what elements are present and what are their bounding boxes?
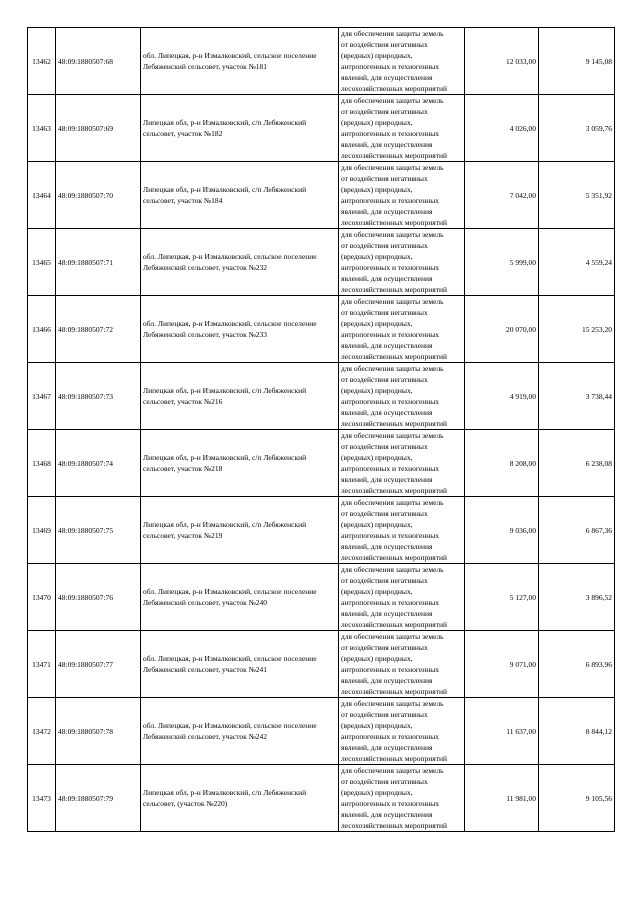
purpose-line: от воздействия негативных — [341, 509, 428, 518]
purpose-line: для обеспечения защиты земель — [341, 297, 444, 306]
purpose-line: от воздействия негативных — [341, 107, 428, 116]
purpose-line: антропогенных и техногенных — [341, 62, 440, 71]
address-cell: Липецкая обл, р-н Измалковский, с/п Лебяженский сельсовет, участок №219 — [141, 497, 339, 564]
purpose-line: для обеспечения защиты земель — [341, 29, 444, 38]
table-row — [28, 564, 615, 631]
purpose-cell — [339, 497, 465, 564]
purpose-line: явлений, для осуществления — [341, 207, 433, 216]
purpose-line: явлений, для осуществления — [341, 609, 433, 618]
purpose-line: от воздействия негативных — [341, 777, 428, 786]
purpose-line: антропогенных и техногенных — [341, 397, 440, 406]
purpose-line: лесохозяйственных мероприятий — [341, 687, 448, 696]
purpose-line: для обеспечения защиты земель — [341, 699, 444, 708]
area-cell: 5 127,00 — [465, 564, 539, 631]
purpose-line: (вредных) природных, — [341, 654, 413, 663]
purpose-cell — [339, 631, 465, 698]
purpose-line: лесохозяйственных мероприятий — [341, 285, 448, 294]
purpose-line: от воздействия негативных — [341, 308, 428, 317]
row-number-cell: 13471 — [28, 631, 56, 698]
purpose-line: от воздействия негативных — [341, 576, 428, 585]
purpose-line: лесохозяйственных мероприятий — [341, 218, 448, 227]
purpose-line: (вредных) природных, — [341, 185, 413, 194]
table-row — [28, 765, 615, 832]
purpose-line: антропогенных и техногенных — [341, 665, 440, 674]
purpose-line: явлений, для осуществления — [341, 542, 433, 551]
purpose-line: лесохозяйственных мероприятий — [341, 553, 448, 562]
purpose-line: антропогенных и техногенных — [341, 799, 440, 808]
purpose-line: лесохозяйственных мероприятий — [341, 419, 448, 428]
area-cell: 4 919,00 — [465, 363, 539, 430]
purpose-line: лесохозяйственных мероприятий — [341, 352, 448, 361]
purpose-line: для обеспечения защиты земель — [341, 230, 444, 239]
row-number-cell: 13462 — [28, 28, 56, 95]
cadastral-value-cell: 15 253,20 — [539, 296, 615, 363]
purpose-line: явлений, для осуществления — [341, 676, 433, 685]
purpose-line: для обеспечения защиты земель — [341, 431, 444, 440]
area-cell: 7 042,00 — [465, 162, 539, 229]
cadastral-number-cell: 48:09:1880507:72 — [56, 296, 141, 363]
purpose-line: для обеспечения защиты земель — [341, 498, 444, 507]
row-number-cell: 13467 — [28, 363, 56, 430]
table-row — [28, 631, 615, 698]
purpose-line: лесохозяйственных мероприятий — [341, 486, 448, 495]
cadastral-number-cell: 48:09:1880507:71 — [56, 229, 141, 296]
land-parcel-table — [27, 27, 615, 832]
address-cell: обл. Липецкая, р-н Измалковский, сельское поселение Лебяженский сельсовет, участок №240 — [141, 564, 339, 631]
purpose-line: от воздействия негативных — [341, 375, 428, 384]
row-number-cell: 13470 — [28, 564, 56, 631]
purpose-line: антропогенных и техногенных — [341, 129, 440, 138]
purpose-line: от воздействия негативных — [341, 710, 428, 719]
address-cell: обл. Липецкая, р-н Измалковский, сельское поселение Лебяженский сельсовет, участок №241 — [141, 631, 339, 698]
row-number-cell: 13463 — [28, 95, 56, 162]
purpose-line: антропогенных и техногенных — [341, 732, 440, 741]
cadastral-number-cell: 48:09:1880507:78 — [56, 698, 141, 765]
purpose-line: для обеспечения защиты земель — [341, 766, 444, 775]
cadastral-value-cell: 3 059,76 — [539, 95, 615, 162]
table-row — [28, 497, 615, 564]
address-cell: Липецкая обл, р-н Измалковский, с/п Лебяженский сельсовет, участок №216 — [141, 363, 339, 430]
table-row — [28, 698, 615, 765]
table-row — [28, 363, 615, 430]
cadastral-value-cell: 3 738,44 — [539, 363, 615, 430]
purpose-line: лесохозяйственных мероприятий — [341, 151, 448, 160]
purpose-line: (вредных) природных, — [341, 118, 413, 127]
purpose-line: для обеспечения защиты земель — [341, 632, 444, 641]
cadastral-number-cell: 48:09:1880507:68 — [56, 28, 141, 95]
purpose-line: для обеспечения защиты земель — [341, 96, 444, 105]
purpose-cell — [339, 162, 465, 229]
purpose-line: (вредных) природных, — [341, 721, 413, 730]
cadastral-number-cell: 48:09:1880507:73 — [56, 363, 141, 430]
purpose-line: антропогенных и техногенных — [341, 263, 440, 272]
cadastral-number-cell: 48:09:1880507:76 — [56, 564, 141, 631]
purpose-line: антропогенных и техногенных — [341, 196, 440, 205]
area-cell: 9 036,00 — [465, 497, 539, 564]
table-row — [28, 296, 615, 363]
row-number-cell: 13469 — [28, 497, 56, 564]
table-body — [28, 28, 615, 832]
purpose-line: лесохозяйственных мероприятий — [341, 754, 448, 763]
purpose-line: (вредных) природных, — [341, 319, 413, 328]
area-cell: 8 208,00 — [465, 430, 539, 497]
purpose-line: (вредных) природных, — [341, 520, 413, 529]
purpose-cell — [339, 698, 465, 765]
address-cell: Липецкая обл, р-н Измалковский, с/п Лебяженский сельсовет, участок №182 — [141, 95, 339, 162]
area-cell: 20 070,00 — [465, 296, 539, 363]
purpose-line: для обеспечения защиты земель — [341, 364, 444, 373]
purpose-line: от воздействия негативных — [341, 241, 428, 250]
purpose-line: (вредных) природных, — [341, 386, 413, 395]
area-cell: 4 026,00 — [465, 95, 539, 162]
cadastral-value-cell: 9 105,56 — [539, 765, 615, 832]
purpose-line: от воздействия негативных — [341, 643, 428, 652]
area-cell: 11 981,00 — [465, 765, 539, 832]
cadastral-value-cell: 6 238,08 — [539, 430, 615, 497]
purpose-cell — [339, 95, 465, 162]
purpose-line: для обеспечения защиты земель — [341, 565, 444, 574]
area-cell: 11 637,00 — [465, 698, 539, 765]
purpose-line: (вредных) природных, — [341, 252, 413, 261]
address-cell: Липецкая обл, р-н Измалковский, с/п Лебяженский сельсовет, участок №184 — [141, 162, 339, 229]
cadastral-number-cell: 48:09:1880507:69 — [56, 95, 141, 162]
purpose-line: (вредных) природных, — [341, 51, 413, 60]
row-number-cell: 13468 — [28, 430, 56, 497]
row-number-cell: 13466 — [28, 296, 56, 363]
row-number-cell: 13472 — [28, 698, 56, 765]
address-cell: обл. Липецкая, р-н Измалковский, сельское поселение Лебяженский сельсовет, участок №232 — [141, 229, 339, 296]
table-row — [28, 430, 615, 497]
row-number-cell: 13465 — [28, 229, 56, 296]
purpose-line: лесохозяйственных мероприятий — [341, 84, 448, 93]
purpose-line: явлений, для осуществления — [341, 140, 433, 149]
table-row — [28, 28, 615, 95]
table-row — [28, 229, 615, 296]
purpose-cell — [339, 765, 465, 832]
purpose-line: (вредных) природных, — [341, 453, 413, 462]
purpose-line: (вредных) природных, — [341, 587, 413, 596]
cadastral-number-cell: 48:09:1880507:77 — [56, 631, 141, 698]
purpose-cell — [339, 229, 465, 296]
purpose-line: явлений, для осуществления — [341, 743, 433, 752]
area-cell: 9 071,00 — [465, 631, 539, 698]
table-row — [28, 95, 615, 162]
purpose-line: антропогенных и техногенных — [341, 598, 440, 607]
purpose-line: от воздействия негативных — [341, 40, 428, 49]
cadastral-value-cell: 6 893,96 — [539, 631, 615, 698]
purpose-line: явлений, для осуществления — [341, 810, 433, 819]
purpose-line: антропогенных и техногенных — [341, 464, 440, 473]
area-cell: 12 033,00 — [465, 28, 539, 95]
row-number-cell: 13473 — [28, 765, 56, 832]
purpose-cell — [339, 564, 465, 631]
purpose-cell — [339, 363, 465, 430]
purpose-line: антропогенных и техногенных — [341, 531, 440, 540]
cadastral-value-cell: 8 844,12 — [539, 698, 615, 765]
address-cell: обл. Липецкая, р-н Измалковский, сельское поселение Лебяженский сельсовет, участок №181 — [141, 28, 339, 95]
cadastral-value-cell: 5 351,92 — [539, 162, 615, 229]
cadastral-value-cell: 9 145,08 — [539, 28, 615, 95]
purpose-line: явлений, для осуществления — [341, 341, 433, 350]
purpose-line: лесохозяйственных мероприятий — [341, 821, 448, 830]
purpose-line: для обеспечения защиты земель — [341, 163, 444, 172]
purpose-line: (вредных) природных, — [341, 788, 413, 797]
cadastral-number-cell: 48:09:1880507:74 — [56, 430, 141, 497]
row-number-cell: 13464 — [28, 162, 56, 229]
address-cell: Липецкая обл, р-н Измалковский, с/п Лебяженский сельсовет, (участок №220) — [141, 765, 339, 832]
address-cell: обл. Липецкая, р-н Измалковский, сельское поселение Лебяженский сельсовет, участок №233 — [141, 296, 339, 363]
purpose-line: от воздействия негативных — [341, 442, 428, 451]
cadastral-value-cell: 6 867,36 — [539, 497, 615, 564]
address-cell: обл. Липецкая, р-н Измалковский, сельское поселение Лебяженский сельсовет, участок №242 — [141, 698, 339, 765]
cadastral-value-cell: 3 896,52 — [539, 564, 615, 631]
address-cell: Липецкая обл, р-н Измалковский, с/п Лебяженский сельсовет, участок №218 — [141, 430, 339, 497]
area-cell: 5 999,00 — [465, 229, 539, 296]
table-row — [28, 162, 615, 229]
purpose-cell — [339, 296, 465, 363]
purpose-cell — [339, 430, 465, 497]
purpose-line: явлений, для осуществления — [341, 475, 433, 484]
cadastral-value-cell: 4 559,24 — [539, 229, 615, 296]
cadastral-number-cell: 48:09:1880507:70 — [56, 162, 141, 229]
purpose-line: явлений, для осуществления — [341, 408, 433, 417]
purpose-line: явлений, для осуществления — [341, 274, 433, 283]
purpose-line: антропогенных и техногенных — [341, 330, 440, 339]
purpose-cell — [339, 28, 465, 95]
purpose-line: лесохозяйственных мероприятий — [341, 620, 448, 629]
cadastral-number-cell: 48:09:1880507:79 — [56, 765, 141, 832]
purpose-line: от воздействия негативных — [341, 174, 428, 183]
purpose-line: явлений, для осуществления — [341, 73, 433, 82]
cadastral-number-cell: 48:09:1880507:75 — [56, 497, 141, 564]
